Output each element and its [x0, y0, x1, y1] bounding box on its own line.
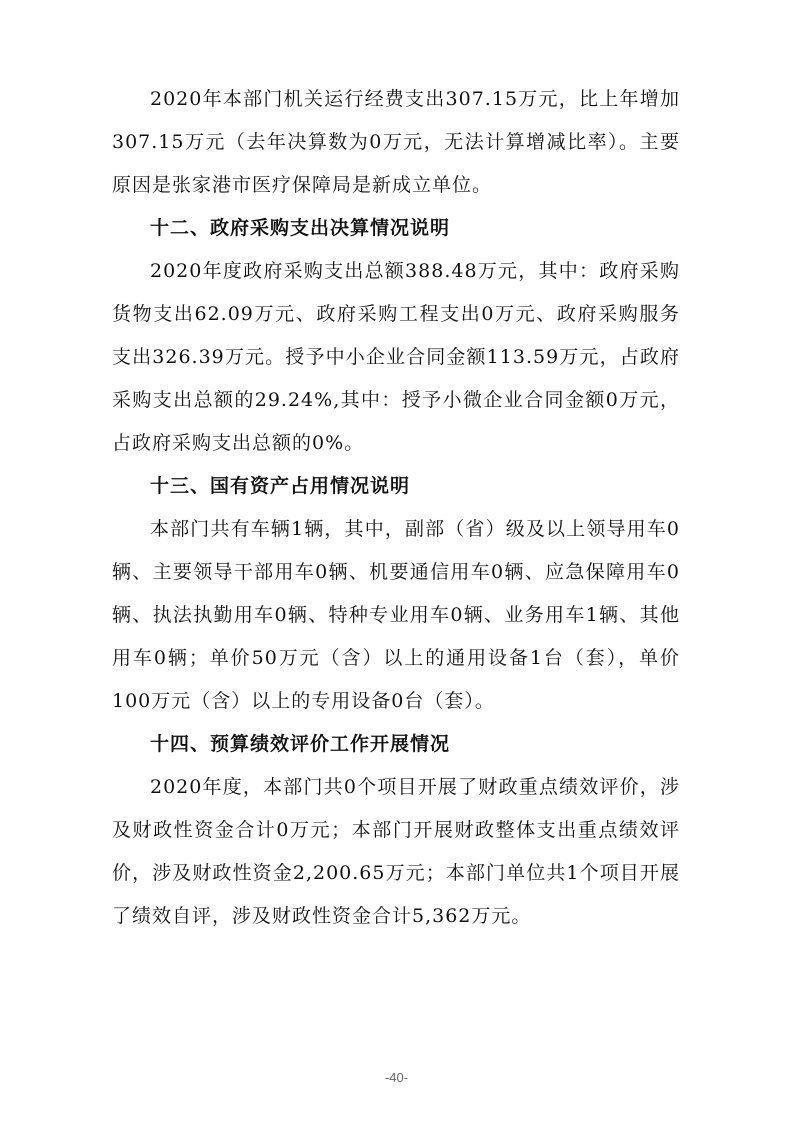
- page-number: -40-: [384, 1070, 409, 1085]
- section-heading-14: 十四、预算绩效评价工作开展情况: [150, 733, 451, 755]
- section-heading-13: 十三、国有资产占用情况说明: [150, 475, 411, 497]
- section-heading-12: 十二、政府采购支出决算情况说明: [150, 217, 451, 239]
- paragraph-procurement: 2020年度政府采购支出总额388.48万元，其中：政府采购货物支出62.09万元、政府采购工程支出0万元、政府采购服务支出326.39万元。授予中小企业合同金额113.59万元，占政府采购支出总额的29.24%,其中：授予小微企业合同金额0万元，占政府采购支出总额的0%。: [112, 260, 680, 454]
- document-body: [112, 78, 680, 938]
- paragraph-state-assets: 本部门共有车辆1辆，其中，副部（省）级及以上领导用车0辆、主要领导干部用车0辆、机要通信用车0辆、应急保障用车0辆、执法执勤用车0辆、特种专业用车0辆、业务用车1辆、其他用车0辆；单价50万元（含）以上的通用设备1台（套），单价100万元（含）以上的专用设备0台（套）。: [112, 518, 680, 712]
- paragraph-performance-evaluation: 2020年度，本部门共0个项目开展了财政重点绩效评价，涉及财政性资金合计0万元；本部门开展财政整体支出重点绩效评价，涉及财政性资金2,200.65万元；本部门单位共1个项目开展了绩效自评，涉及财政性资金合计5,362万元。: [112, 776, 680, 927]
- paragraph-operating-expenses: 2020年本部门机关运行经费支出307.15万元，比上年增加307.15万元（去年决算数为0万元，无法计算增减比率）。主要原因是张家港市医疗保障局是新成立单位。: [112, 88, 680, 196]
